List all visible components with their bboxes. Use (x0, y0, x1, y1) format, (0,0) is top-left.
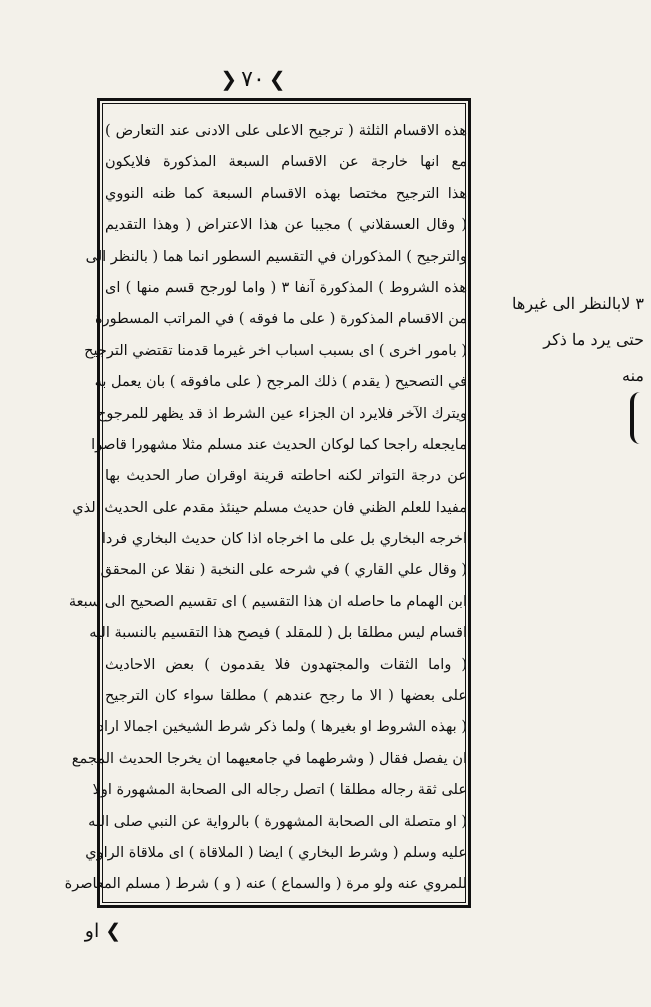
text-line: في التصحيح ( يقدم ) ذلك المرجح ( على مافوقه ) بان يعمل به (94, 374, 467, 391)
text-line: ويترك الآخر فلايرد ان الجزاء عين الشرط اذ قد يظهر للمرجوح (96, 405, 467, 422)
text-line: ان يفصل فقال ( وشرطهما في جامعيهما ان يخرجا الحديث المجمع (71, 750, 467, 767)
text-line: على بعضها ( الا ما رجح عندهم ) مطلقا سواء كان الترجيح (105, 688, 467, 705)
margin-note-line: حتى يرد ما ذكر (543, 330, 644, 349)
text-line: اخرجه البخاري بل على ما اخرجاه اذا كان حديث البخاري فردا (101, 531, 467, 548)
margin-note-line: منه (622, 366, 644, 385)
text-line: مع انها خارجة عن الاقسام السبعة المذكورة فلايكون (105, 154, 467, 171)
page-edge-mark (630, 392, 648, 444)
text-line: للمروي عنه ولو مرة ( والسماع ) عنه ( و ) شرط ( مسلم المعاصرة (64, 876, 467, 893)
text-line: ( بهذه الشروط او بغيرها ) ولما ذكر شرط الشيخين اجمالا اراد (97, 719, 467, 736)
ornament-right: ❮ (220, 67, 238, 91)
text-line: عن درجة التواتر لكنه احاطته قرينة اوقران صار الحديث بها (105, 468, 467, 485)
text-line: مفيدا للعلم الظني فان حديث مسلم حينئذ مقدم على الحديث الذي (72, 499, 467, 516)
text-line: عليه وسلم ( وشرط البخاري ) ايضا ( الملاقاة ) اى ملاقاة الراوي (85, 844, 467, 861)
main-text-block (64, 116, 467, 902)
text-line: ( وقال علي القاري ) في شرحه على النخبة ( نقلا عن المحقق (100, 562, 467, 579)
text-line: ( او متصلة الى الصحابة المشهورة ) بالرواية عن النبي صلى الله (88, 813, 467, 830)
text-line: هذا الترجيح مختصا بهذه الاقسام السبعة كما ظنه النووي (105, 185, 467, 202)
catchword (66, 916, 140, 946)
text-line: مايجعله راجحا كما لوكان الحديث عند مسلم مثلا مشهورا قاصرا (91, 436, 467, 453)
text-line: ( بامور اخرى ) اى بسبب اسباب اخر غيرما قدمنا تقتضي الترجيح (84, 342, 467, 359)
text-line: من الاقسام المذكورة ( على ما فوقه ) في المراتب المسطورة (95, 311, 467, 328)
text-line: على ثقة رجاله مطلقا ) اتصل رجاله الى الصحابة المشهورة اولا (92, 782, 467, 799)
page-number-text: ٧٠ (241, 67, 265, 92)
text-line: هذه الشروط ) المذكورة آنفا ٣ ( واما لورجح قسم منها ) اى (105, 279, 467, 296)
text-line: ابن الهمام ما حاصله ان هذا التقسيم ) اى تقسيم الصحيح الى سبعة (68, 593, 467, 610)
text-line: والترجيح ) المذكوران في التقسيم السطور انما هما ( بالنظر الى (85, 248, 467, 265)
margin-note-line: ٣ لابالنظر الى غيرها (512, 294, 644, 313)
text-line: اقسام ليس مطلقا بل ( للمقلد ) فيصح هذا التقسيم بالنسبة اليه (89, 625, 467, 642)
page-number (212, 64, 294, 94)
text-line: هذه الاقسام الثلثة ( ترجيح الاعلى على الادنى عند التعارض ) (105, 123, 467, 139)
text-line: ( وقال العسقلاني ) مجيبا عن هذا الاعتراض ( وهذا التقديم (105, 217, 467, 234)
text-line: ( واما الثقات والمجتهدون فلا يقدمون ) بعض الاحاديث (105, 656, 467, 673)
catchword-ornament: ❯ (105, 920, 122, 942)
ornament-left: ❯ (268, 67, 286, 91)
margin-note (474, 286, 644, 394)
catchword-text: او (84, 920, 100, 942)
